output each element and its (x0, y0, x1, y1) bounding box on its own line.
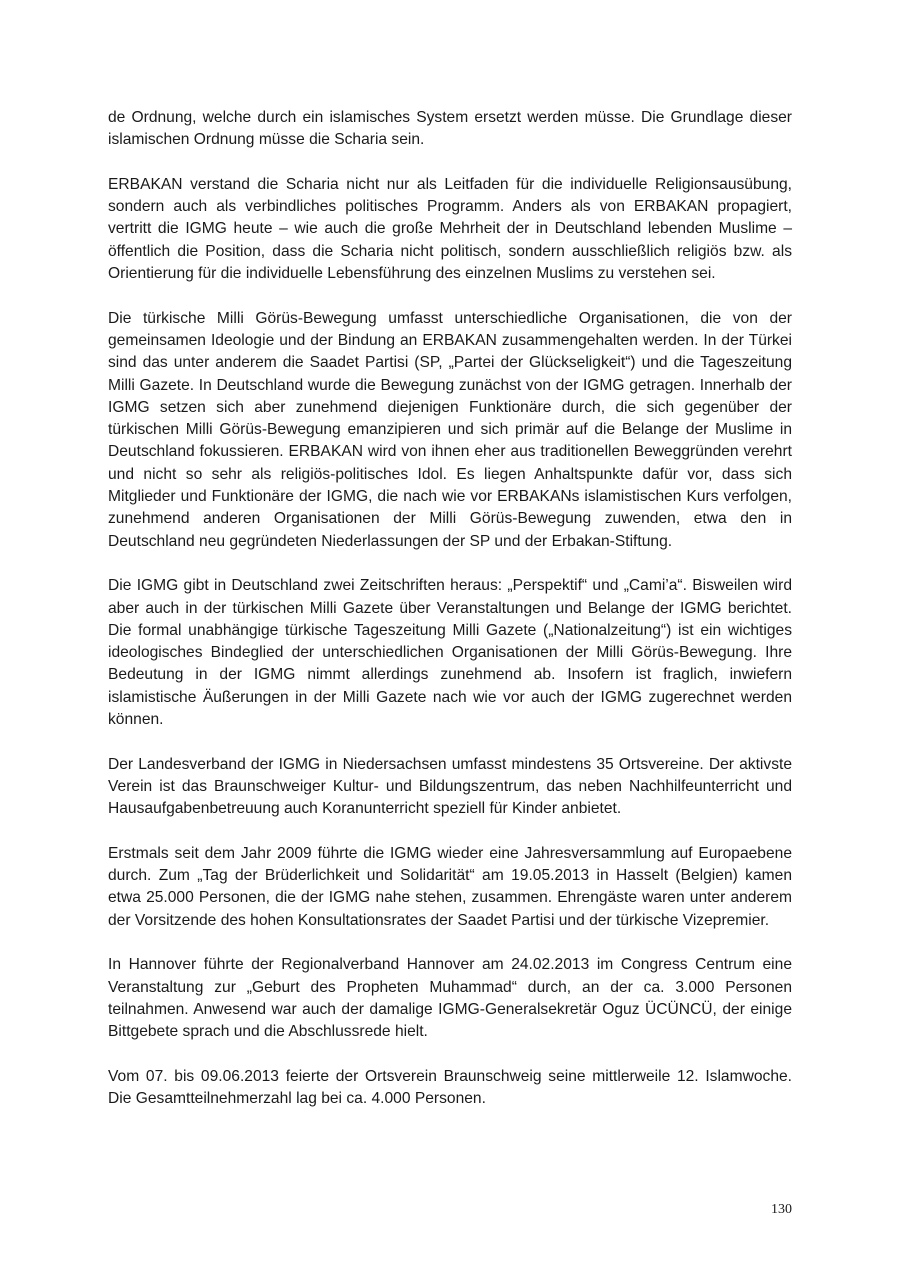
paragraph-8: Vom 07. bis 09.06.2013 feierte der Ortsverein Braunschweig seine mittlerweile 12. Islamwoche. Die Gesamtteilnehmerzahl lag bei ca. 4.000 Personen. (108, 1067, 792, 1108)
document-body (108, 107, 792, 1133)
paragraph-5: Der Landesverband der IGMG in Niedersachsen umfasst mindestens 35 Ortsvereine. Der aktivste Verein ist das Braunschweiger Kultur- und Bildungszentrum, das neben Nachhilfeunterricht und Hausaufgabenbetreuung auch Koranunterricht speziell für Kinder anbietet. (108, 755, 792, 818)
paragraph-4: Die IGMG gibt in Deutschland zwei Zeitschriften heraus: „Perspektif“ und „Cami’a“. Bisweilen wird aber auch in der türkischen Milli Gazete über Veranstaltungen und Belange der IGMG berichtet. Die formal unabhängige türkische Tageszeitung Milli Gazete („Nationalzeitung“) ist ein wichtiges ideologisches Bindeglied der unterschiedlichen Organisationen der Milli Görüs-Bewegung. Ihre Bedeutung in der IGMG nimmt allerdings zunehmend ab. Insofern ist fraglich, inwiefern islamistische Äußerungen in der Milli Gazete nach wie vor auch der IGMG zugerechnet werden können. (108, 577, 792, 729)
paragraph-7: In Hannover führte der Regionalverband Hannover am 24.02.2013 im Congress Centrum eine Veranstaltung zur „Geburt des Propheten Muhammad“ durch, an der ca. 3.000 Personen teilnahmen. Anwesend war auch der damalige IGMG-Generalsekretär Oguz ÜCÜNCÜ, der einige Bittgebete sprach und die Abschlussrede hielt. (108, 956, 792, 1041)
paragraph-3: Die türkische Milli Görüs-Bewegung umfasst unterschiedliche Organisationen, die von der gemeinsamen Ideologie und der Bindung an ERBAKAN zusammengehalten werden. In der Türkei sind das unter anderem die Saadet Partisi (SP, „Partei der Glückseligkeit“) und die Tageszeitung Milli Gazete. In Deutschland wurde die Bewegung zunächst von der IGMG getragen. Innerhalb der IGMG setzen sich aber zunehmend diejenigen Funktionäre durch, die sich gegenüber der türkischen Milli Görüs-Bewegung emanzipieren und sich primär auf die Belange der Muslime in Deutschland fokussieren. ERBAKAN wird von ihnen eher aus traditionellen Beweggründen verehrt und nicht so sehr als religiös-politisches Idol. Es liegen Anhaltspunkte dafür vor, dass sich Mitglieder und Funktionäre der IGMG, die nach wie vor ERBAKANs islamistischen Kurs verfolgen, zunehmend anderen Organisationen der Milli Görüs-Bewegung zuwenden, etwa den in Deutschland neu gegründeten Niederlassungen der SP und der Erbakan-Stiftung. (108, 309, 792, 550)
paragraph-1: de Ordnung, welche durch ein islamisches System ersetzt werden müsse. Die Grundlage dieser islamischen Ordnung müsse die Scharia sein. (108, 109, 792, 149)
paragraph-6: Erstmals seit dem Jahr 2009 führte die IGMG wieder eine Jahresversammlung auf Europaebene durch. Zum „Tag der Brüderlichkeit und Solidarität“ am 19.05.2013 in Hasselt (Belgien) kamen etwa 25.000 Personen, die der IGMG nahe stehen, zusammen. Ehrengäste waren unter anderem der Vorsitzende des hohen Konsultationsrates der Saadet Partisi und der türkische Vizepremier. (108, 844, 792, 929)
paragraph-2: ERBAKAN verstand die Scharia nicht nur als Leitfaden für die individuelle Religionsausübung, sondern auch als verbindliches politisches Programm. Anders als von ERBAKAN propagiert, vertritt die IGMG heute – wie auch die große Mehrheit der in Deutschland lebenden Muslime – öffentlich die Position, dass die Scharia nicht politisch, sondern ausschließlich religiös bzw. als Orientierung für die individuelle Lebensführung des einzelnen Muslims zu verstehen sei. (108, 175, 792, 283)
page-number: 130 (771, 1202, 792, 1217)
